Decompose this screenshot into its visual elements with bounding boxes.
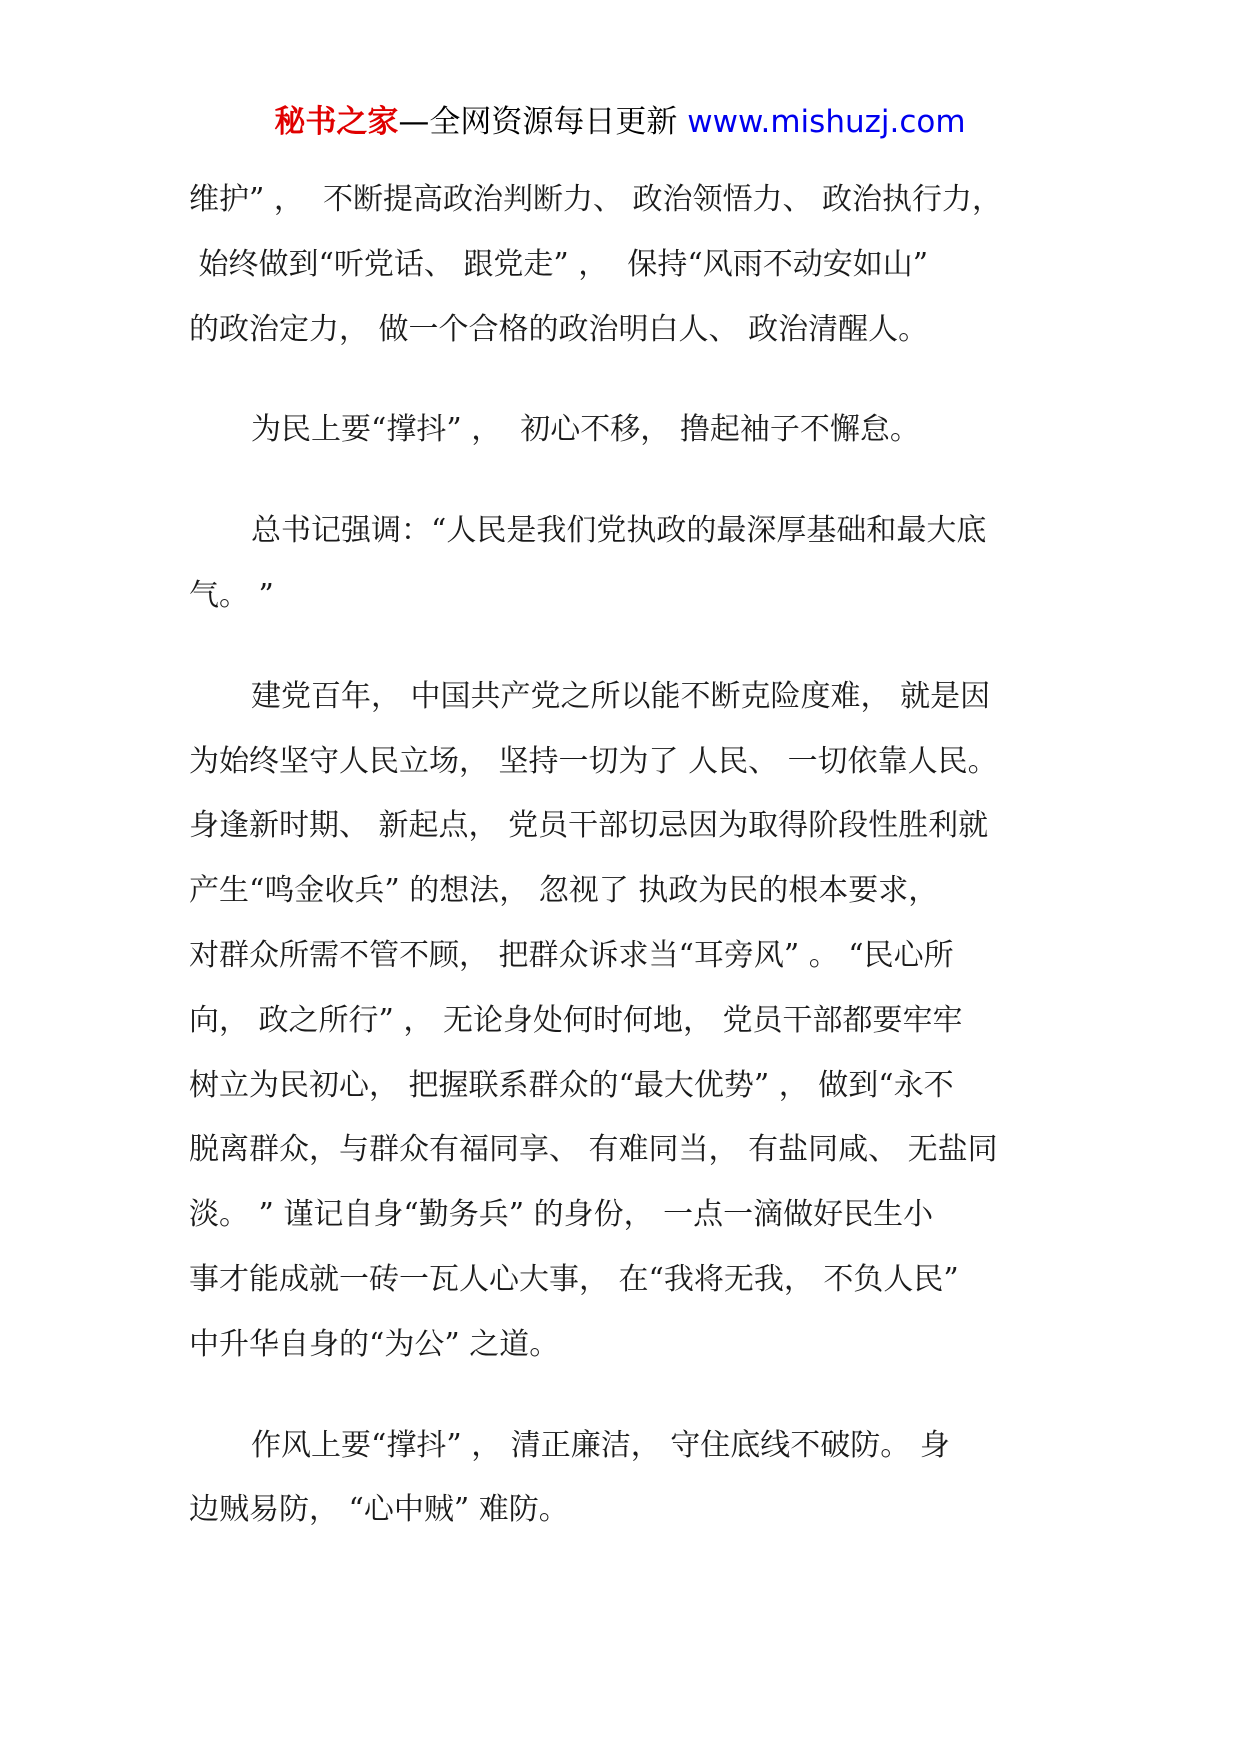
- text-line: 淡。 ” 谨记自身“勤务兵” 的身份， 一点一滴做好民生小: [189, 1197, 934, 1233]
- paragraph: [189, 499, 1069, 629]
- paragraph: [189, 1414, 1069, 1544]
- text-line: 维护” ， 不断提高政治判断力、 政治领悟力、 政治执行力，: [189, 182, 1003, 217]
- text-line: 作风上要“撑抖” ， 清正廉洁， 守住底线不破防。 身: [251, 1427, 950, 1463]
- text-line: 身逢新时期、 新起点， 党员干部切忌因为取得阶段性胜利就: [189, 808, 989, 844]
- text-line: 脱离群众，与群众有福同享、 有难同当， 有盐同咸、 无盐同: [189, 1132, 998, 1168]
- text-line: 始终做到“听党话、 跟党走” ， 保持“风雨不动安如山”: [189, 246, 929, 282]
- text-line: 建党百年， 中国共产党之所以能不断克险度难， 就是因: [251, 678, 991, 714]
- brand-name: 秘书之家: [274, 104, 399, 140]
- paragraph: [189, 398, 1069, 463]
- text-line: 中升华自身的“为公” 之道。: [189, 1326, 560, 1362]
- text-line: 向， 政之所行” ， 无论身处何时何地， 党员干部都要牢牢: [189, 1002, 963, 1038]
- header-tagline: —全网资源每日更新: [398, 104, 678, 140]
- paragraph: [189, 168, 1069, 362]
- text-line: 总书记强调：“人民是我们党执政的最深厚基础和最大底: [251, 513, 987, 549]
- text-line: 对群众所需不管不顾， 把群众诉求当“耳旁风” 。 “民心所: [189, 937, 954, 973]
- text-line: 事才能成就一砖一瓦人心大事， 在“我将无我， 不负人民”: [189, 1261, 959, 1297]
- paragraph: [189, 665, 1069, 1378]
- page-header: [0, 100, 1240, 144]
- text-line: 气。 ”: [189, 577, 274, 613]
- text-line: 产生“鸣金收兵” 的想法， 忽视了 执政为民的根本要求，: [189, 873, 939, 909]
- text-line: 为民上要“撑抖” ， 初心不移， 撸起袖子不懈怠。: [251, 412, 920, 448]
- site-url-link[interactable]: www.mishuzj.com: [687, 104, 966, 140]
- document-body: [189, 168, 1069, 1543]
- text-line: 树立为民初心， 把握联系群众的“最大优势” ， 做到“永不: [189, 1067, 954, 1103]
- text-line: 的政治定力， 做一个合格的政治明白人、 政治清醒人。: [189, 311, 929, 347]
- text-line: 边贼易防， “心中贼” 难防。: [189, 1492, 569, 1528]
- text-line: 为始终坚守人民立场， 坚持一切为了 人民、 一切依靠人民。: [189, 743, 998, 779]
